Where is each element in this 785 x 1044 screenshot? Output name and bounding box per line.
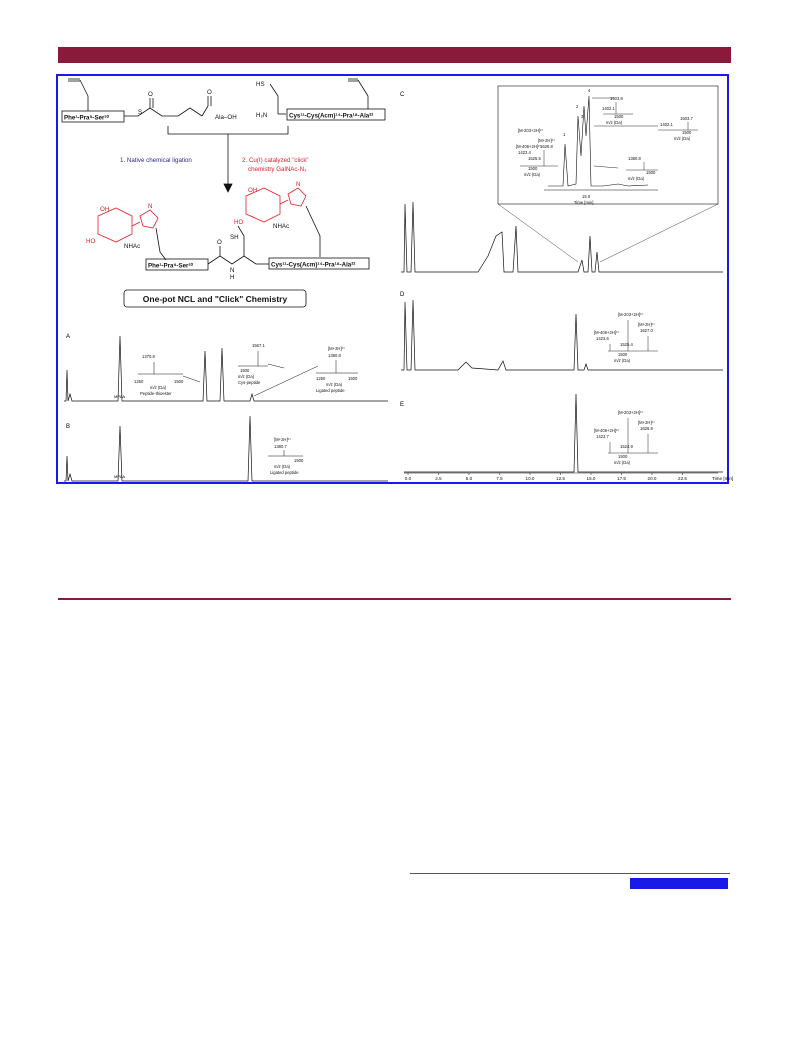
triazole-n-label-2: N [296, 181, 301, 188]
panel-c-ms-c-mz1: 1525.5 [528, 156, 541, 161]
time-tick-label: 20.0 [647, 476, 657, 481]
panel-d-mz2: 1627.0 [640, 328, 653, 333]
panel-b-ms-x: 1500 [294, 458, 304, 463]
thioester-end-label: Ala–OH [215, 114, 237, 121]
panel-b [64, 416, 388, 481]
time-tick-label: 17.5 [617, 476, 626, 481]
panel-c-trace [401, 202, 723, 272]
s-label: S [138, 109, 143, 116]
panel-c-ms-b-mz: 1503.7 [680, 116, 693, 121]
panel-e-mz1: 1524.9 [620, 444, 633, 449]
panel-c-ms-c-mz2: 1626.8 [540, 144, 553, 149]
peptide-left-label: Phe¹-Pra⁹-Ser¹⁰ [64, 114, 109, 122]
product-right-label: Cys¹¹-Cys(Acm)¹⁴-Pra¹⁸-Ala²² [271, 261, 356, 269]
sugar-ho-label-2: HO [234, 219, 244, 226]
panel-b-ms-axis: m/z (Da) [274, 464, 291, 469]
time-tick-label: 15.0 [586, 476, 596, 481]
sugar-ho-label: HO [86, 238, 96, 245]
figure-svg [58, 76, 734, 486]
panel-d-ion3: [M-406+2H]²⁺ [594, 330, 620, 335]
header-bar [58, 47, 731, 63]
panel-a-ms3-name: Ligated peptide [316, 388, 345, 393]
panel-e-label: E [400, 402, 405, 408]
scheme-title: One-pot NCL and "Click" Chemistry [142, 294, 288, 304]
panel-a [64, 334, 388, 401]
panel-c-inset-axis: Time [min] [574, 200, 594, 205]
step2-label-1: 2. Cu(I) catalyzed "click" [242, 157, 309, 164]
panel-b-ms-ion: [M+2H]²⁺ [274, 437, 292, 442]
panel-b-ms-mz: 1380.7 [274, 444, 287, 449]
panel-c-peak-4: 4 [588, 88, 591, 93]
panel-d-mz3: 1423.6 [596, 336, 609, 341]
panel-a-ms3-x2: 1500 [348, 376, 358, 381]
time-tick-label: 0.0 [404, 476, 412, 481]
triazole-n-label: N [148, 203, 153, 210]
time-tick-label: 5.0 [465, 476, 473, 481]
panel-b-trace [64, 416, 388, 481]
panel-c-ms-a-mz: 1503.8 [610, 96, 623, 101]
panel-a-ms1-x2: 1500 [174, 379, 184, 384]
panel-a-ms3-axis: m/z (Da) [326, 382, 343, 387]
nhac-label-2: NHAc [273, 223, 290, 230]
o-label-2: O [207, 89, 212, 96]
panel-e [400, 394, 723, 472]
panel-c-ms-c-ion3: [M-406+2H]²⁺ [516, 144, 542, 149]
panel-c-ms-c-ion2: [M+2H]²⁺ [538, 138, 556, 143]
panel-c-peak-3: 3 [581, 114, 584, 119]
o-label: O [148, 91, 153, 98]
panel-e-axis: m/z (Da) [614, 460, 631, 465]
panel-e-trace [404, 394, 723, 472]
panel-c-peak-1: 1 [563, 132, 566, 137]
footnote-rule [410, 873, 730, 874]
panel-c-ms-d-mz: 1380.8 [628, 156, 641, 161]
panel-c-ms-c-mz3: 1423.4 [518, 150, 531, 155]
product-sh-label: SH [230, 234, 239, 241]
hs-label: HS [256, 81, 265, 88]
panel-a-ms2-x: 1500 [240, 368, 250, 373]
panel-e-mz2: 1626.9 [640, 426, 653, 431]
section-rule [58, 598, 731, 600]
panel-a-ms2-name: Cys-peptide [238, 380, 261, 385]
panel-b-label: B [66, 424, 71, 430]
panel-c-ms-d-axis: m/z (Da) [628, 176, 645, 181]
panel-a-ms1-mz: 1370.8 [142, 354, 155, 359]
peptide-right-label: Cys¹¹-Cys(Acm)¹⁴-Pra¹⁸-Ala²² [289, 112, 374, 120]
panel-d-axis: m/z (Da) [614, 358, 631, 363]
panel-a-label: A [66, 334, 71, 340]
panel-c-ms-c-x: 1500 [528, 166, 538, 171]
panel-a-ms1-name: Peptide-thioester [140, 391, 172, 396]
panel-d-ion1: [M-203+2H]²⁺ [618, 312, 644, 317]
panel-d-mz1: 1525.4 [620, 342, 633, 347]
panel-d-ion2: [M+2H]²⁺ [638, 322, 656, 327]
panel-c-ms-a-axis: m/z (Da) [606, 120, 623, 125]
product-h-label: H [230, 274, 235, 281]
panel-a-ms1-axis: m/z (Da) [150, 385, 167, 390]
panel-b-ms-name: Ligated peptide [270, 470, 299, 475]
figure [56, 74, 734, 484]
panel-a-ms2-axis: m/z (Da) [238, 374, 255, 379]
step1-label: 1. Native chemical ligation [120, 157, 192, 164]
panel-c-ms-c-ion1: [M-203+2H]²⁺ [518, 128, 544, 133]
time-tick-label: 10.0 [525, 476, 535, 481]
panel-e-ion3: [M-406+2H]²⁺ [594, 428, 620, 433]
panel-a-ms1-x1: 1250 [134, 379, 144, 384]
time-axis [404, 473, 733, 481]
panel-d-trace [401, 300, 723, 370]
time-tick-label: 22.5 [678, 476, 687, 481]
time-tick-label: 2.5 [435, 476, 442, 481]
panel-e-x: 1500 [618, 454, 628, 459]
panel-d [400, 292, 723, 370]
panel-c-inset-time: 15.0 [582, 194, 591, 199]
panel-c-ms-a-x: 1500 [614, 114, 624, 119]
panel-e-ion1: [M-203+2H]²⁺ [618, 410, 644, 415]
product-n-label: N [230, 267, 235, 274]
panel-e-mz3: 1423.7 [596, 434, 609, 439]
panel-c-ms-b-x: 1500 [682, 130, 692, 135]
product-left-label: Phe¹-Pra⁹-Ser¹⁰ [148, 262, 193, 270]
panel-d-x: 1500 [618, 352, 628, 357]
time-axis-label: Time [min] [712, 476, 734, 481]
step2-label-2: chemistry GalNAc-N₃ [248, 166, 307, 173]
panel-c-peak-2: 2 [576, 104, 579, 109]
panel-b-mpaa: MPAA [114, 474, 126, 479]
panel-a-ms3-x1: 1250 [316, 376, 326, 381]
panel-c-ms-a-mz2: 1402.1 [602, 106, 615, 111]
panel-c-ms-b-mz2: 1402.1 [660, 122, 673, 127]
panel-a-ms3-mz: 1380.8 [328, 353, 341, 358]
panel-c [400, 86, 723, 272]
product-o-label: O [217, 239, 222, 246]
panel-c-ms-d-x: 1500 [646, 170, 656, 175]
panel-e-ion2: [M+2H]²⁺ [638, 420, 656, 425]
sugar-oh-label-2: OH [248, 187, 258, 194]
sugar-oh-label: OH [100, 206, 110, 213]
panel-c-ms-b-axis: m/z (Da) [674, 136, 691, 141]
time-tick-label: 7.5 [496, 476, 503, 481]
panel-c-ms-c-axis: m/z (Da) [524, 172, 541, 177]
panel-a-ms3-ion: [M+2H]²⁺ [328, 346, 346, 351]
panel-a-mpaa: MPAA [114, 394, 126, 399]
blue-bar [630, 878, 728, 889]
h2n-label: H₂N [256, 112, 268, 119]
nhac-label: NHAc [124, 243, 141, 250]
panel-c-label: C [400, 92, 405, 98]
panel-a-ms2-mz: 1567.1 [252, 343, 265, 348]
time-tick-label: 12.5 [556, 476, 565, 481]
panel-d-label: D [400, 292, 405, 298]
